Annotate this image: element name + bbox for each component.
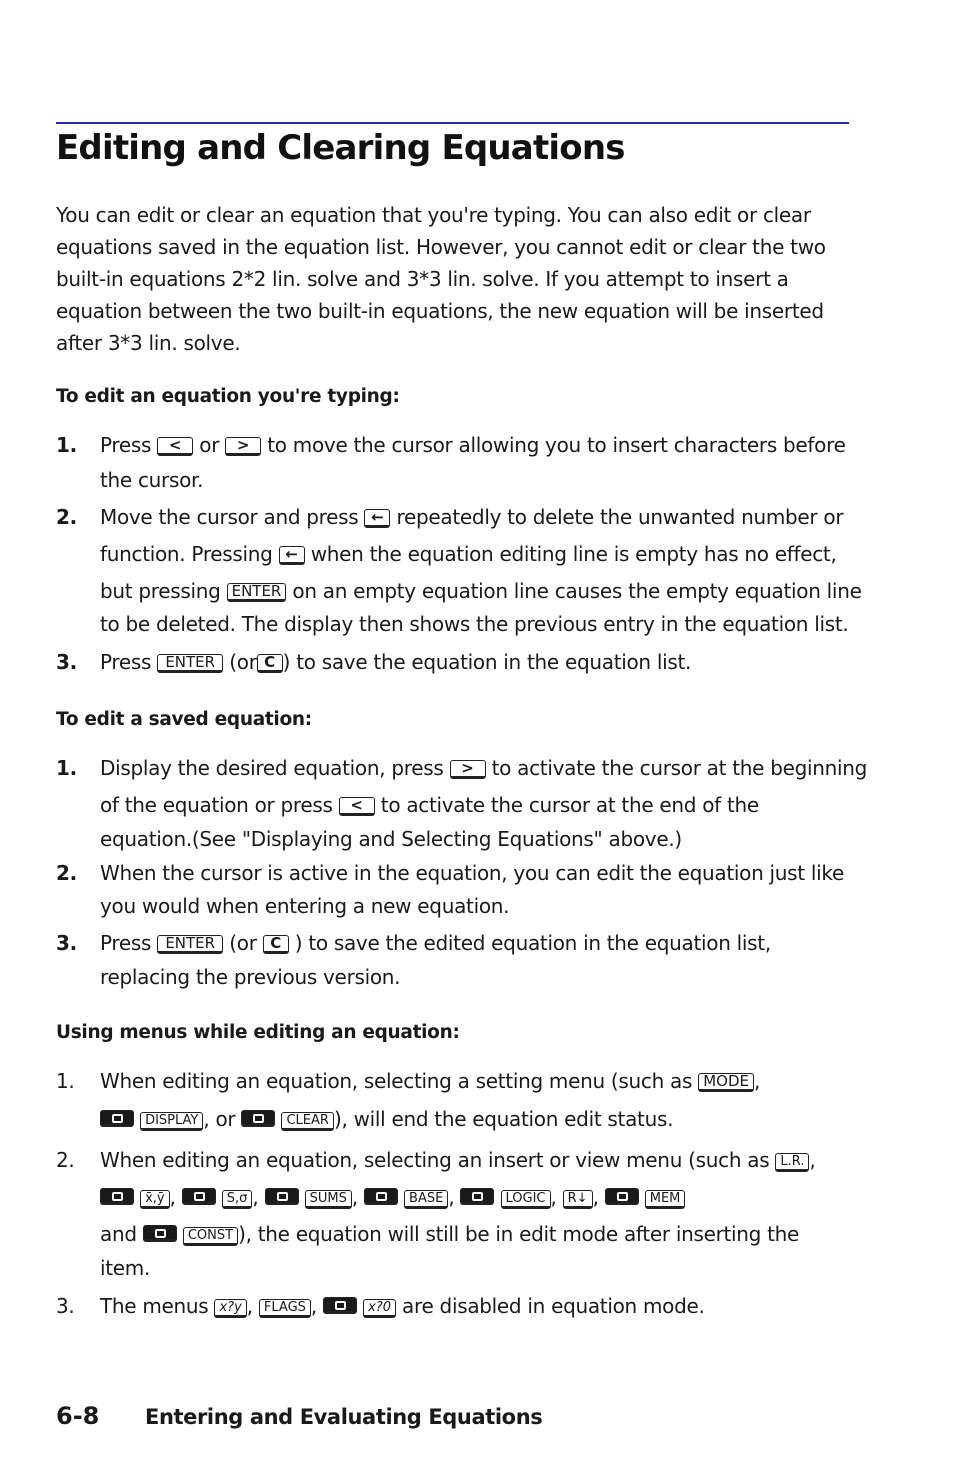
display-key: DISPLAY xyxy=(140,1112,203,1131)
separator: , xyxy=(310,1294,317,1318)
step-line xyxy=(100,505,843,529)
left-shift-key-icon xyxy=(100,1110,134,1127)
step-number: 3. xyxy=(56,931,77,955)
step-text: of the equation or press xyxy=(100,793,333,817)
step-text: (or xyxy=(229,650,257,674)
step-line: the cursor. xyxy=(100,468,204,492)
backspace-key: ← xyxy=(364,509,390,528)
x-compare-zero-key: x?0 xyxy=(363,1299,396,1318)
left-shift-key-icon xyxy=(100,1188,134,1205)
step-line xyxy=(100,1185,685,1209)
x-compare-y-key: x?y xyxy=(214,1299,246,1318)
step-text: ) to save the equation in the equation list. xyxy=(282,650,692,674)
step-line xyxy=(100,1148,816,1172)
step-text: or xyxy=(199,433,220,457)
step-text: , xyxy=(753,1069,761,1093)
step-text: to activate the cursor at the beginning xyxy=(491,756,868,780)
step-text: when the equation editing line is empty has no effect, xyxy=(310,542,837,566)
right-shift-key-icon xyxy=(323,1297,357,1314)
step-line xyxy=(100,579,862,603)
step-number: 2. xyxy=(56,861,77,885)
step-number: 2. xyxy=(56,1148,75,1172)
step-number: 1. xyxy=(56,1069,75,1093)
step-line xyxy=(100,433,846,457)
step-line: replacing the previous version. xyxy=(100,965,401,989)
step-text: Display the desired equation, press xyxy=(100,756,444,780)
logic-key: LOGIC xyxy=(501,1190,551,1209)
step-text: Press xyxy=(100,931,152,955)
step-line xyxy=(100,756,867,780)
step-number: 3. xyxy=(56,1294,75,1318)
clear-c-key: C xyxy=(257,654,283,673)
separator: , xyxy=(448,1185,455,1209)
right-arrow-key: > xyxy=(225,437,261,456)
step-text: ) to save the edited equation in the equation list, xyxy=(294,931,771,955)
right-shift-key-icon xyxy=(265,1188,299,1205)
enter-key: ENTER xyxy=(227,583,287,602)
left-arrow-key: < xyxy=(339,797,375,816)
step-line xyxy=(100,1222,799,1246)
step-line xyxy=(100,793,759,817)
step-text: on an empty equation line causes the empty equation line xyxy=(292,579,862,603)
step-line: equation.(See "Displaying and Selecting Equations" above.) xyxy=(100,827,682,851)
step-line xyxy=(100,1107,673,1131)
page-title: Editing and Clearing Equations xyxy=(56,128,625,168)
step-text: , or xyxy=(203,1107,236,1131)
right-shift-key-icon xyxy=(182,1188,216,1205)
section-heading-saved: To edit a saved equation: xyxy=(56,709,312,730)
step-text: repeatedly to delete the unwanted number or xyxy=(396,505,844,529)
const-key: CONST xyxy=(183,1227,238,1246)
sums-key: SUMS xyxy=(305,1190,352,1209)
xy-mean-key: x̄,ȳ xyxy=(140,1190,170,1209)
right-shift-key-icon xyxy=(364,1188,398,1205)
section-heading-typing: To edit an equation you're typing: xyxy=(56,386,400,407)
base-key: BASE xyxy=(404,1190,448,1209)
step-line xyxy=(100,542,837,566)
step-number: 1. xyxy=(56,756,77,780)
step-text: Press xyxy=(100,650,152,674)
lr-key: L.R. xyxy=(775,1153,809,1172)
step-text: ), will end the equation edit status. xyxy=(333,1107,674,1131)
step-text: (or xyxy=(229,931,257,955)
step-line xyxy=(100,1069,760,1093)
page-number: 6-8 xyxy=(56,1402,100,1430)
enter-key: ENTER xyxy=(157,935,223,954)
separator: , xyxy=(246,1294,253,1318)
step-line xyxy=(100,650,691,674)
chapter-title: Entering and Evaluating Equations xyxy=(145,1405,543,1429)
step-line: to be deleted. The display then shows the previous entry in the equation list. xyxy=(100,612,849,636)
clear-c-key: C xyxy=(263,935,289,954)
right-shift-key-icon xyxy=(241,1110,275,1127)
separator: , xyxy=(252,1185,259,1209)
separator: , xyxy=(592,1185,599,1209)
step-number: 1. xyxy=(56,433,77,457)
left-arrow-key: < xyxy=(157,437,193,456)
step-text: Move the cursor and press xyxy=(100,505,359,529)
step-text: to activate the cursor at the end of the xyxy=(380,793,759,817)
right-arrow-key: > xyxy=(450,760,486,779)
left-shift-key-icon xyxy=(143,1225,177,1242)
separator: , xyxy=(351,1185,358,1209)
roll-down-key: R↓ xyxy=(563,1190,593,1209)
step-text: , xyxy=(809,1148,816,1172)
step-text: When editing an equation, selecting a setting menu (such as xyxy=(100,1069,693,1093)
step-line xyxy=(100,1294,705,1318)
section-heading-menus: Using menus while editing an equation: xyxy=(56,1022,460,1043)
step-text: ), the equation will still be in edit mode after inserting the xyxy=(238,1222,800,1246)
left-shift-key-icon xyxy=(605,1188,639,1205)
step-line xyxy=(100,931,771,955)
step-number: 3. xyxy=(56,650,77,674)
step-text: Press xyxy=(100,433,152,457)
step-line: When the cursor is active in the equation, you can edit the equation just like xyxy=(100,861,844,885)
mode-key: MODE xyxy=(698,1073,754,1092)
s-sigma-key: S,σ xyxy=(222,1190,253,1209)
left-shift-key-icon xyxy=(460,1188,494,1205)
step-line: item. xyxy=(100,1256,151,1280)
header-rule xyxy=(56,122,849,124)
step-number: 2. xyxy=(56,505,77,529)
step-text: are disabled in equation mode. xyxy=(402,1294,705,1318)
step-text: to move the cursor allowing you to insert characters before xyxy=(267,433,846,457)
separator: , xyxy=(169,1185,176,1209)
backspace-key: ← xyxy=(279,546,305,565)
step-text: and xyxy=(100,1222,137,1246)
step-text: When editing an equation, selecting an insert or view menu (such as xyxy=(100,1148,770,1172)
separator: , xyxy=(550,1185,557,1209)
clear-key: CLEAR xyxy=(281,1112,333,1131)
flags-key: FLAGS xyxy=(259,1299,311,1318)
step-text: The menus xyxy=(100,1294,209,1318)
mem-key: MEM xyxy=(645,1190,686,1209)
intro-paragraph: You can edit or clear an equation that you're typing. You can also edit or clear equations saved in the equation list. However, you cannot edit or clear the two built-in equations 2*2 lin. solve and 3*3 lin. solve. If you attempt to insert a equation between the two built-in equations, the new equation will be inserted after 3*3 lin. solve. xyxy=(56,203,826,355)
enter-key: ENTER xyxy=(157,654,223,673)
step-line: you would when entering a new equation. xyxy=(100,894,510,918)
step-text: function. Pressing xyxy=(100,542,273,566)
step-text: but pressing xyxy=(100,579,221,603)
